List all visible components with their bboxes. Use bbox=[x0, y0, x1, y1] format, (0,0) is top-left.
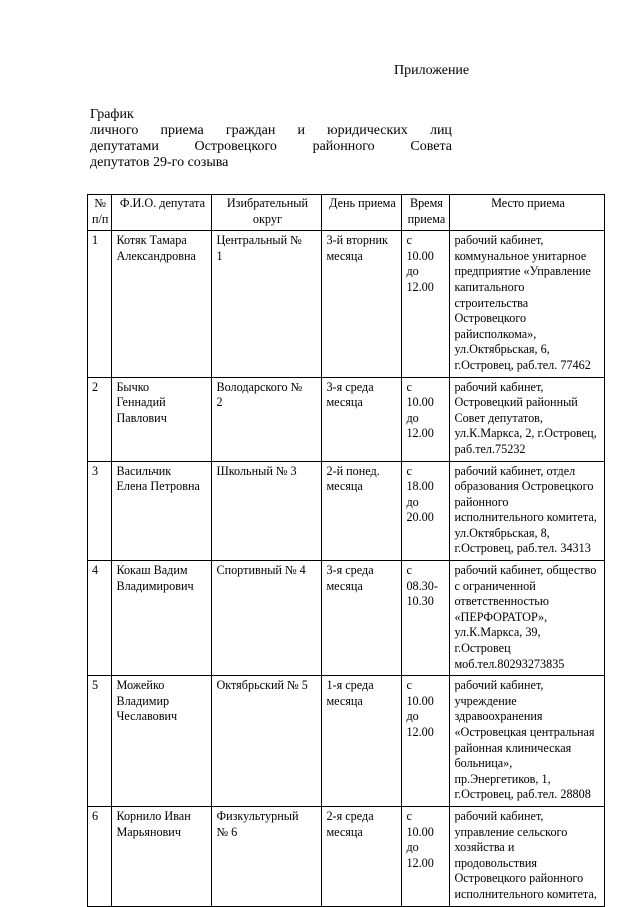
cell-text-line: рабочий кабинет, bbox=[454, 678, 544, 693]
cell-text-line: 2 bbox=[92, 379, 99, 394]
document-heading bbox=[90, 107, 452, 171]
cell-number bbox=[88, 231, 112, 377]
cell-place bbox=[450, 676, 605, 807]
cell-text-line: Школьный № 3 bbox=[216, 463, 297, 478]
cell-district bbox=[212, 231, 322, 377]
cell-text-line: Совет депутатов, bbox=[454, 410, 543, 425]
cell-text-line: 6 bbox=[92, 808, 99, 823]
table-row bbox=[88, 377, 605, 461]
cell-number bbox=[88, 461, 112, 561]
cell-text-line: месяца bbox=[326, 479, 363, 494]
cell-place bbox=[450, 461, 605, 561]
cell-deputy-name bbox=[112, 461, 212, 561]
cell-number bbox=[88, 377, 112, 461]
table-row bbox=[88, 231, 605, 377]
heading-word: личного bbox=[90, 123, 139, 138]
cell-text-line: 5 bbox=[92, 678, 99, 693]
header-place: Место приема bbox=[450, 195, 605, 231]
header-deputy-name: Ф.И.О. депутата bbox=[112, 195, 212, 231]
cell-text-line: 08.30- bbox=[406, 578, 438, 593]
cell-text-line: продовольствия bbox=[454, 855, 537, 870]
cell-text-line: г.Островец, раб.тел. 77462 bbox=[454, 357, 591, 372]
table-row bbox=[88, 561, 605, 676]
cell-text-line: рабочий кабинет, bbox=[454, 808, 544, 823]
cell-text-line: 10.00 bbox=[406, 693, 434, 708]
cell-text-line: 18.00 bbox=[406, 479, 434, 494]
heading-line-2 bbox=[90, 123, 452, 139]
cell-text-line: месяца bbox=[326, 578, 363, 593]
cell-district bbox=[212, 461, 322, 561]
cell-text-line: ответственностью bbox=[454, 594, 549, 609]
cell-district bbox=[212, 676, 322, 807]
cell-text-line: рабочий кабинет, bbox=[454, 379, 544, 394]
cell-text-line: рабочий кабинет, отдел bbox=[454, 463, 576, 478]
cell-text-line: ул.Октябрьская, 8, bbox=[454, 525, 550, 540]
cell-text-line: районная клиническая bbox=[454, 740, 572, 755]
cell-text-line: «ПЕРФОРАТОР», bbox=[454, 609, 548, 624]
cell-text-line: 12.00 bbox=[406, 725, 434, 739]
heading-word: районного bbox=[312, 139, 375, 154]
header-number: № п/п bbox=[88, 195, 112, 231]
cell-number bbox=[88, 561, 112, 676]
cell-time bbox=[402, 231, 450, 377]
table-row bbox=[88, 806, 605, 906]
cell-text-line: Островецкого bbox=[454, 311, 527, 326]
cell-text-line: 3 bbox=[92, 463, 99, 478]
cell-text-line: 1 bbox=[92, 233, 99, 248]
cell-text-line: месяца bbox=[326, 824, 363, 839]
cell-text-line: рабочий кабинет, общество bbox=[454, 563, 597, 578]
cell-text-line: г.Островец, раб.тел. 34313 bbox=[454, 541, 591, 556]
cell-text-line: 2 bbox=[216, 395, 223, 410]
cell-text-line: Физкультурный bbox=[216, 808, 299, 823]
cell-place bbox=[450, 231, 605, 377]
cell-text-line: 2-й понед. bbox=[326, 463, 380, 478]
cell-text-line: Геннадий bbox=[116, 395, 166, 410]
cell-time bbox=[402, 561, 450, 676]
header-day: День приема bbox=[322, 195, 402, 231]
table-row bbox=[88, 676, 605, 807]
cell-text-line: месяца bbox=[326, 395, 363, 410]
cell-day bbox=[322, 231, 402, 377]
cell-deputy-name bbox=[112, 806, 212, 906]
cell-text-line: месяца bbox=[326, 248, 363, 263]
cell-text-line: до bbox=[406, 709, 419, 724]
cell-text-line: строительства bbox=[454, 295, 529, 310]
cell-text-line: «Островецкая центральная bbox=[454, 725, 595, 739]
cell-text-line: управление сельского bbox=[454, 824, 568, 839]
cell-number bbox=[88, 806, 112, 906]
cell-text-line: хозяйства и bbox=[454, 840, 515, 855]
cell-text-line: до bbox=[406, 410, 419, 425]
cell-text-line: пр.Энергетиков, 1, bbox=[454, 771, 551, 786]
cell-deputy-name bbox=[112, 231, 212, 377]
cell-day bbox=[322, 461, 402, 561]
cell-text-line: г.Островец, раб.тел. 28808 bbox=[454, 787, 591, 802]
cell-text-line: Владимирович bbox=[116, 578, 194, 593]
cell-text-line: Кокаш Вадим bbox=[116, 563, 188, 578]
cell-text-line: 10.00 bbox=[406, 824, 434, 839]
cell-text-line: с bbox=[406, 563, 412, 578]
heading-word: юридических bbox=[327, 123, 408, 138]
table-header-row bbox=[88, 195, 605, 231]
cell-text-line: 3-й вторник bbox=[326, 233, 388, 248]
cell-text-line: рабочий кабинет, bbox=[454, 233, 544, 248]
cell-deputy-name bbox=[112, 561, 212, 676]
heading-word: и bbox=[297, 123, 305, 138]
heading-word: Островецкого bbox=[194, 139, 277, 154]
heading-word: граждан bbox=[225, 123, 276, 138]
header-district: Изибрательный округ bbox=[212, 195, 322, 231]
cell-text-line: с ограниченной bbox=[454, 578, 536, 593]
cell-text-line: капитального bbox=[454, 279, 525, 294]
cell-text-line: раб.тел.75232 bbox=[454, 441, 526, 456]
cell-text-line: Спортивный № 4 bbox=[216, 563, 306, 578]
cell-day bbox=[322, 561, 402, 676]
table-body bbox=[88, 231, 605, 906]
cell-text-line: ул.К.Маркса, 2, г.Островец, bbox=[454, 426, 597, 441]
cell-text-line: 10.00 bbox=[406, 395, 434, 410]
cell-day bbox=[322, 377, 402, 461]
heading-line-3 bbox=[90, 139, 452, 155]
cell-district bbox=[212, 806, 322, 906]
cell-text-line: Центральный № bbox=[216, 233, 302, 248]
cell-text-line: Октябрьский № 5 bbox=[216, 678, 308, 693]
cell-text-line: Марьянович bbox=[116, 824, 181, 839]
cell-text-line: ул.Октябрьская, 6, bbox=[454, 342, 550, 357]
table-row bbox=[88, 461, 605, 561]
cell-text-line: Александровна bbox=[116, 248, 196, 263]
cell-text-line: с bbox=[406, 678, 412, 693]
cell-text-line: с bbox=[406, 233, 412, 248]
cell-place bbox=[450, 806, 605, 906]
cell-text-line: до bbox=[406, 264, 419, 279]
cell-text-line: Павлович bbox=[116, 410, 167, 425]
cell-text-line: Можейко bbox=[116, 678, 165, 693]
cell-day bbox=[322, 806, 402, 906]
cell-text-line: районного bbox=[454, 494, 509, 509]
cell-text-line: 1 bbox=[216, 248, 223, 263]
heading-line-1: График bbox=[90, 107, 134, 122]
cell-district bbox=[212, 561, 322, 676]
heading-word: лиц bbox=[429, 123, 452, 138]
cell-text-line: 10.00 bbox=[406, 248, 434, 263]
cell-text-line: 4 bbox=[92, 563, 99, 578]
cell-text-line: до bbox=[406, 494, 419, 509]
cell-text-line: с bbox=[406, 463, 412, 478]
cell-number bbox=[88, 676, 112, 807]
heading-line-4: депутатов 29-го созыва bbox=[90, 155, 229, 170]
cell-text-line: райисполкома», bbox=[454, 326, 537, 341]
cell-text-line: Бычко bbox=[116, 379, 150, 394]
heading-word: приема bbox=[160, 123, 204, 138]
cell-text-line: Корнило Иван bbox=[116, 808, 191, 823]
cell-text-line: Володарского № bbox=[216, 379, 303, 394]
cell-text-line: 20.00 bbox=[406, 510, 434, 525]
cell-text-line: Котяк Тамара bbox=[116, 233, 187, 248]
cell-place bbox=[450, 377, 605, 461]
cell-text-line: 3-я среда bbox=[326, 379, 374, 394]
cell-text-line: 1-я среда bbox=[326, 678, 374, 693]
cell-deputy-name bbox=[112, 377, 212, 461]
cell-text-line: исполнительного комитета, bbox=[454, 510, 597, 525]
cell-text-line: г.Островец bbox=[454, 641, 511, 656]
cell-text-line: с bbox=[406, 379, 412, 394]
cell-text-line: с bbox=[406, 808, 412, 823]
cell-text-line: месяца bbox=[326, 693, 363, 708]
cell-text-line: коммунальное унитарное bbox=[454, 248, 587, 263]
cell-time bbox=[402, 806, 450, 906]
cell-text-line: больница», bbox=[454, 756, 513, 771]
cell-time bbox=[402, 461, 450, 561]
cell-text-line: Владимир bbox=[116, 693, 170, 708]
cell-text-line: 12.00 bbox=[406, 279, 434, 294]
heading-word: депутатами bbox=[90, 139, 159, 154]
cell-text-line: здравоохранения bbox=[454, 709, 543, 724]
heading-word: Совета bbox=[410, 139, 452, 154]
reception-schedule-table bbox=[87, 194, 605, 907]
cell-text-line: Островецкого районного bbox=[454, 871, 584, 886]
cell-text-line: 12.00 bbox=[406, 855, 434, 870]
cell-deputy-name bbox=[112, 676, 212, 807]
cell-text-line: Елена Петровна bbox=[116, 479, 200, 494]
cell-text-line: до bbox=[406, 840, 419, 855]
cell-text-line: исполнительного комитета, bbox=[454, 886, 597, 901]
cell-text-line: ул.К.Маркса, 39, bbox=[454, 625, 541, 640]
cell-text-line: учреждение bbox=[454, 693, 517, 708]
cell-day bbox=[322, 676, 402, 807]
cell-text-line: предприятие «Управление bbox=[454, 264, 591, 279]
header-time: Время приема bbox=[402, 195, 450, 231]
cell-text-line: 12.00 bbox=[406, 426, 434, 441]
cell-time bbox=[402, 377, 450, 461]
cell-text-line: образования Островецкого bbox=[454, 479, 594, 494]
cell-text-line: Островецкий районный bbox=[454, 395, 578, 410]
cell-text-line: № 6 bbox=[216, 824, 238, 839]
cell-text-line: 10.30 bbox=[406, 594, 434, 609]
appendix-label: Приложение bbox=[394, 63, 470, 78]
cell-district bbox=[212, 377, 322, 461]
cell-text-line: Васильчик bbox=[116, 463, 172, 478]
cell-time bbox=[402, 676, 450, 807]
cell-text-line: моб.тел.80293273835 bbox=[454, 656, 565, 671]
cell-text-line: Чеславович bbox=[116, 709, 178, 724]
cell-text-line: 3-я среда bbox=[326, 563, 374, 578]
cell-place bbox=[450, 561, 605, 676]
cell-text-line: 2-я среда bbox=[326, 808, 374, 823]
